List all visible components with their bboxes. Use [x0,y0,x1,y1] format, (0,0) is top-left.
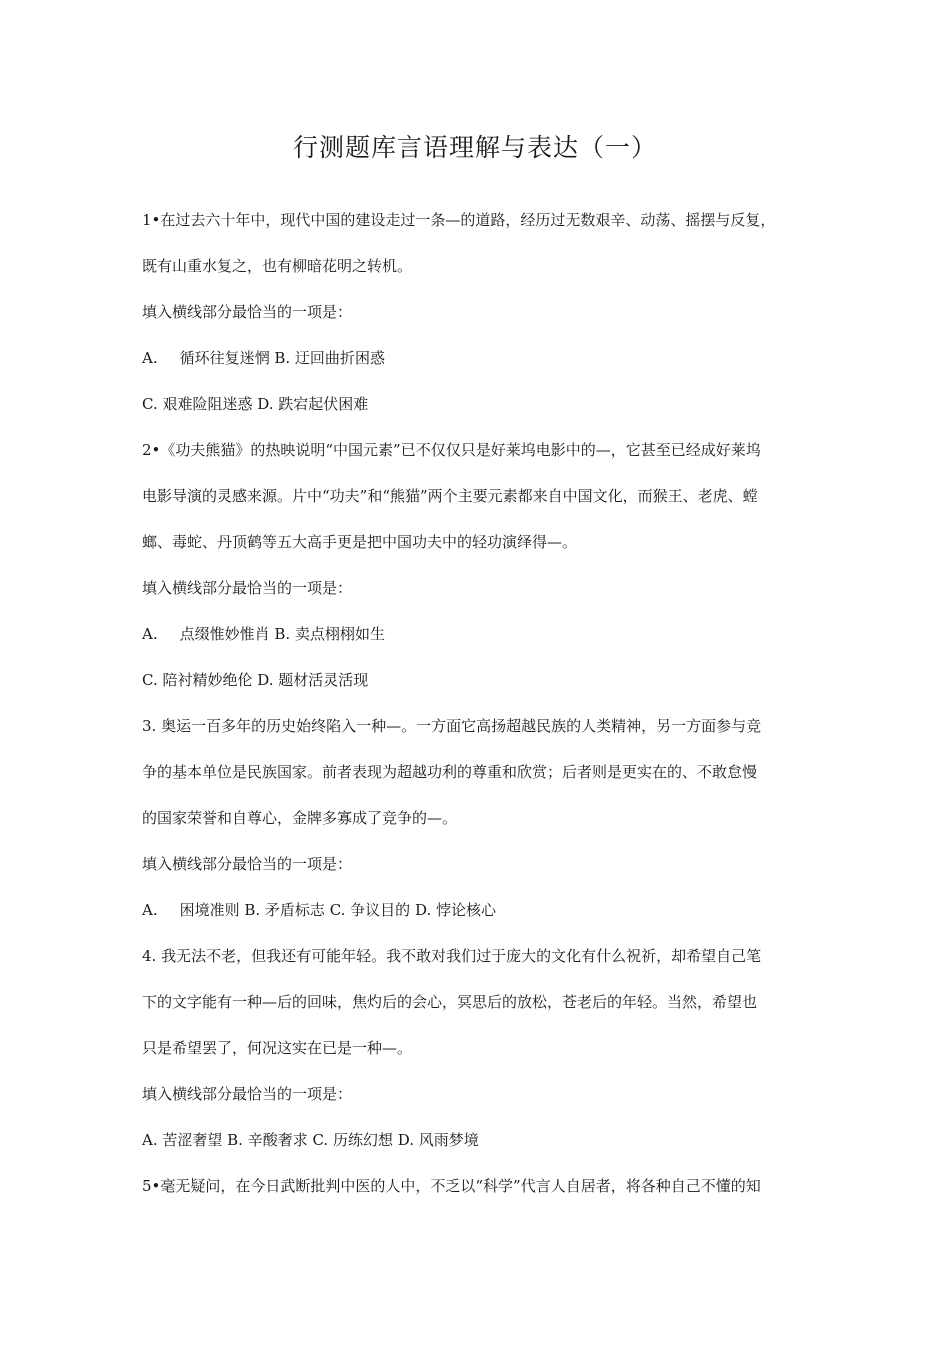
q4-line-2: 下的文字能有一种—后的回味，焦灼后的会心，冥思后的放松，苍老后的年轻。当然，希望也 [142,993,758,1011]
q1-options-ab [142,335,812,381]
q3-line-2: 争的基本单位是民族国家。前者表现为超越功利的尊重和欣赏；后者则是更实在的、不敢怠慢 [142,763,758,781]
q1-line-2: 既有山重水复之，也有柳暗花明之转机。 [142,257,413,275]
q1-options-text: 循环往复迷惘 B. 迂回曲折困惑 [179,349,385,367]
q2-options-cd: C. 陪衬精妙绝伦 D. 题材活灵活现 [142,671,369,689]
q1-options-cd: C. 艰难险阻迷惑 D. 跌宕起伏困难 [142,395,369,413]
q3-options [142,887,812,933]
document-body [142,197,812,1209]
q5-line-1: 5•毫无疑问，在今日武断批判中医的人中，不乏以“科学”代言人自居者，将各种自己不懂的知 [142,1177,761,1195]
q2-line-2: 电影导演的灵感来源。片中“功夫”和“熊猫”两个主要元素都来自中国文化，而猴王、老虎、螳 [142,487,758,505]
q4-options: A. 苦涩奢望 B. 辛酸奢求 C. 历练幻想 D. 风雨梦境 [142,1131,479,1149]
q1-prompt: 填入横线部分最恰当的一项是： [142,303,353,321]
option-marker: A. [142,901,158,919]
q4-prompt: 填入横线部分最恰当的一项是： [142,1085,353,1103]
q2-line-1: 2•《功夫熊猫》的热映说明“中国元素”已不仅仅只是好莱坞电影中的—，它甚至已经成好莱坞 [142,441,761,459]
q3-line-1: 3. 奥运一百多年的历史始终陷入一种—。一方面它高扬超越民族的人类精神，另一方面参与竞 [142,717,762,735]
q2-options-ab [142,611,812,657]
q3-line-3: 的国家荣誉和自尊心，金牌多寡成了竞争的—。 [142,809,458,827]
q2-prompt: 填入横线部分最恰当的一项是： [142,579,353,597]
option-marker: A. [142,349,158,367]
q2-line-3: 螂、毒蛇、丹顶鹤等五大高手更是把中国功夫中的轻功演绎得—。 [142,533,578,551]
q3-prompt: 填入横线部分最恰当的一项是： [142,855,353,873]
q2-options-text: 点缀惟妙惟肖 B. 卖点栩栩如生 [179,625,385,643]
page-title: 行测题库言语理解与表达（一） [292,133,657,162]
q4-line-1: 4. 我无法不老，但我还有可能年轻。我不敢对我们过于庞大的文化有什么祝祈，却希望自己笔 [142,947,762,965]
q1-line-1: 1•在过去六十年中，现代中国的建设走过一条—的道路，经历过无数艰辛、动荡、摇摆与反复， [142,211,776,229]
q4-line-3: 只是希望罢了，何况这实在已是一种—。 [142,1039,413,1057]
q3-options-text: 困境准则 B. 矛盾标志 C. 争议目的 D. 悖论核心 [179,901,496,919]
option-marker: A. [142,625,158,643]
